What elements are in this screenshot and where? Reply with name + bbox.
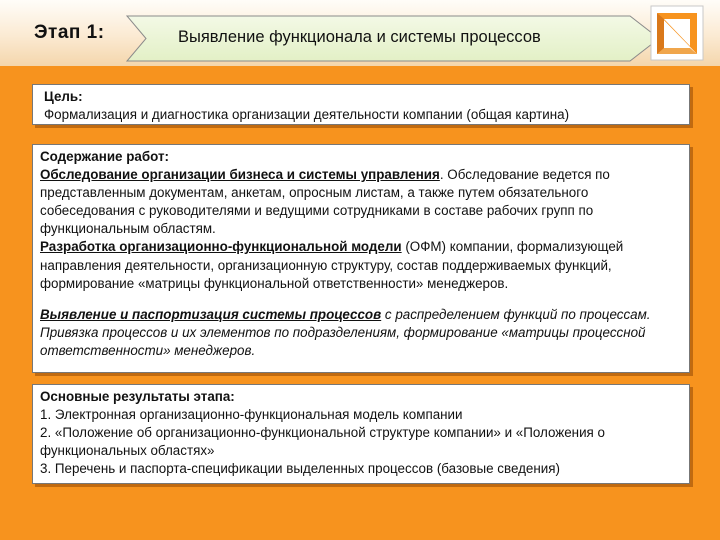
work-item-2-title: Разработка организационно-функциональной модели <box>40 239 402 255</box>
work-label: Содержание работ: <box>40 149 169 164</box>
result-item-2: 2. «Положение об организационно-функциональной структуре компании» и «Положения о функциональных областях» <box>40 425 605 459</box>
goal-label: Цель: <box>44 89 83 104</box>
result-item-1: 1. Электронная организационно-функциональная модель компании <box>40 407 463 423</box>
goal-text: Формализация и диагностика организации деятельности компании (общая картина) <box>44 107 570 123</box>
work-item-3-title: Выявление и паспортизация системы процессов <box>40 306 382 322</box>
work-item-3 <box>40 306 682 360</box>
result-item-3: 3. Перечень и паспорта-спецификации выделенных процессов (базовые сведения) <box>40 461 560 477</box>
work-item-2 <box>40 238 682 292</box>
work-item-2-text: (ОФМ) компании, формализующей направления деятельности, организационную структуру, состав поддерживаемых функций, формирование «матрицы функциональной ответственности» менеджеров. <box>40 239 624 291</box>
work-item-1-text: . Обследование ведется по представленным документам, анкетам, опросным листам, а также путем обязательного собеседования с руководителями и ведущими сотрудниками в составе рабочих групп по функциональным областям. <box>40 167 610 237</box>
results-box <box>32 384 690 484</box>
slide-header <box>0 0 720 66</box>
work-item-3-text: с распределением функций по процессам. Привязка процессов и их элементов по подразделениям, формирование «матрицы процессной ответственности» менеджеров. <box>40 306 651 358</box>
work-content-box <box>32 144 690 373</box>
results-label: Основные результаты этапа: <box>40 389 235 404</box>
title-arrow <box>126 15 661 62</box>
work-item-1 <box>40 166 682 238</box>
work-item-1-title: Обследование организации бизнеса и системы управления <box>40 167 440 183</box>
spacer <box>40 293 682 306</box>
goal-box <box>32 84 690 125</box>
stage-title: Выявление функционала и системы процессов <box>178 28 541 46</box>
triangle-logo-icon <box>650 5 704 61</box>
stage-label: Этап 1: <box>34 22 105 43</box>
